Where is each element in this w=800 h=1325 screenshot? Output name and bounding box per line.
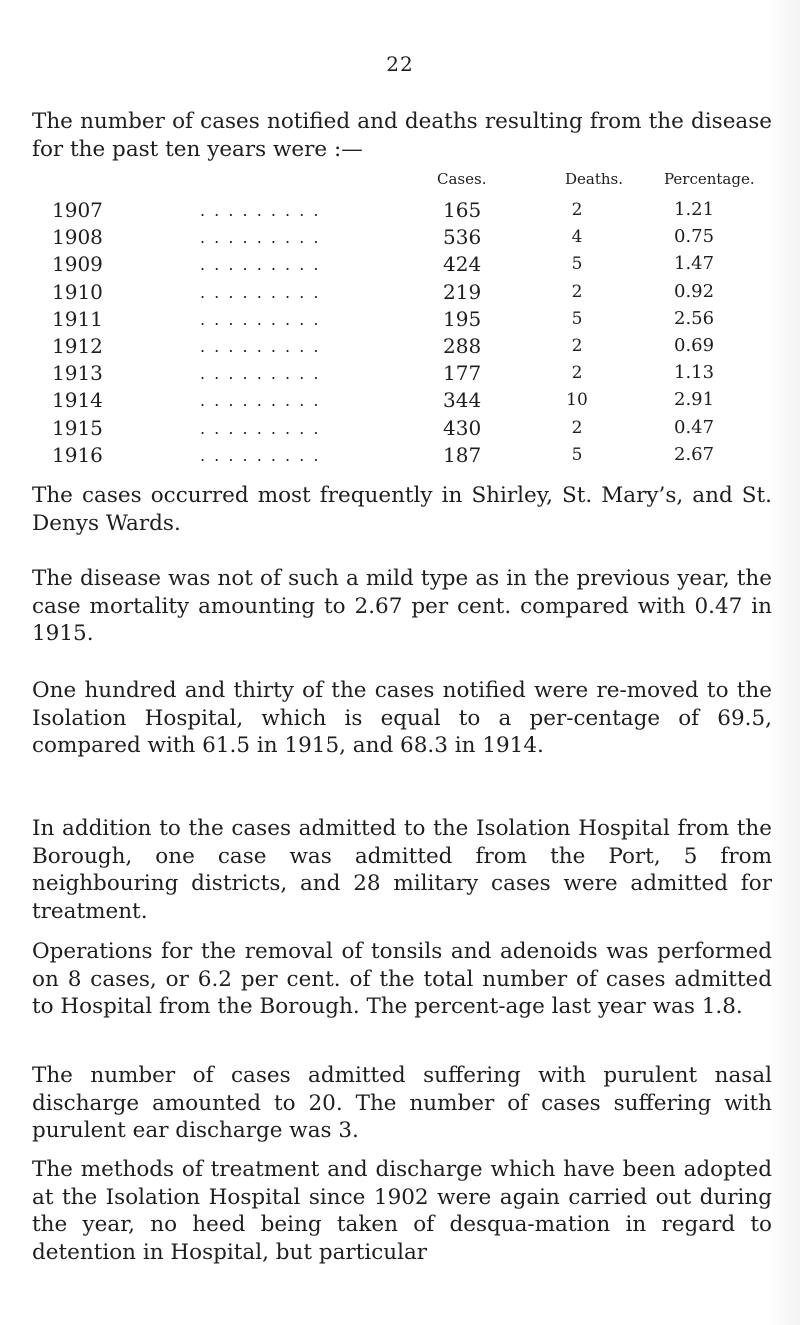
percentage-cell: 1.21 — [674, 199, 715, 220]
leader-dots: . . . . . . . . . — [200, 282, 321, 302]
paragraph-mortality: The disease was not of such a mild type as in the previous year, the case mortality amounting to 2.67 per cent. compared with 0.47 in 1915. — [32, 566, 772, 646]
cases-cell: 288 — [443, 333, 482, 358]
header-percentage: Percentage. — [664, 170, 755, 188]
deaths-cell: 5 — [571, 254, 583, 275]
year-cell: 1907 — [52, 198, 103, 222]
cases-cell: 219 — [443, 279, 482, 304]
table-row — [0, 334, 800, 361]
percentage-cell: 2.67 — [674, 443, 715, 465]
percentage-cell: 0.92 — [674, 280, 715, 302]
deaths-cell: 2 — [571, 281, 583, 302]
table-row — [0, 225, 800, 252]
year-cell: 1913 — [52, 361, 103, 386]
deaths-cell: 5 — [571, 444, 583, 465]
cases-cell: 430 — [443, 415, 482, 440]
percentage-cell: 1.47 — [674, 253, 715, 275]
leader-dots: . . . . . . . . . — [200, 255, 321, 275]
leader-dots: . . . . . . . . . — [200, 228, 321, 248]
percentage-cell: 0.47 — [674, 416, 715, 438]
year-cell: 1912 — [52, 333, 103, 358]
cases-cell: 195 — [443, 306, 482, 331]
year-cell: 1911 — [52, 306, 103, 331]
table-row — [0, 198, 800, 225]
cases-cell: 187 — [443, 442, 482, 467]
deaths-cell: 2 — [571, 200, 583, 220]
deaths-cell: 2 — [571, 335, 583, 356]
table-row — [0, 280, 800, 307]
percentage-cell: 2.91 — [674, 389, 715, 411]
deaths-cell: 4 — [571, 227, 583, 248]
header-deaths: Deaths. — [565, 170, 624, 188]
header-cases: Cases. — [437, 170, 487, 188]
paragraph-admissions: In addition to the cases admitted to the Isolation Hospital from the Borough, one case was admitted from the Port, 5 from neighbouring districts, and 28 military cases were admitted for treatment. — [32, 816, 772, 924]
year-cell: 1910 — [52, 279, 103, 304]
cases-cell: 177 — [443, 361, 482, 386]
cases-table — [0, 198, 800, 470]
year-cell: 1909 — [52, 252, 103, 277]
year-cell: 1914 — [52, 388, 103, 413]
table-row — [0, 252, 800, 279]
paragraph-methods: The methods of treatment and discharge which have been adopted at the Isolation Hospital since 1902 were again carried out during the year, no heed being taken of desqua-mation in regard to detention in Hospital, but particular — [32, 1157, 772, 1265]
paragraph-removals: One hundred and thirty of the cases notified were re-moved to the Isolation Hospital, which is equal to a per-centage of 69.5, compared with 61.5 in 1915, and 68.3 in 1914. — [32, 678, 772, 758]
leader-dots: . . . . . . . . . — [200, 418, 321, 438]
paragraph-wards: The cases occurred most frequently in Shirley, St. Mary’s, and St. Denys Wards. — [32, 483, 772, 536]
leader-dots: . . . . . . . . . — [200, 309, 321, 329]
leader-dots: . . . . . . . . . — [200, 391, 321, 411]
percentage-cell: 1.13 — [674, 362, 715, 384]
table-row — [0, 443, 800, 470]
year-cell: 1908 — [52, 225, 103, 250]
percentage-cell: 0.69 — [674, 334, 715, 356]
cases-cell: 165 — [443, 198, 482, 222]
cases-cell: 424 — [443, 252, 482, 277]
intro-paragraph: The number of cases notified and deaths resulting from the disease for the past ten years were :— — [32, 109, 772, 162]
deaths-cell: 10 — [566, 390, 588, 411]
deaths-cell: 2 — [571, 417, 583, 438]
deaths-cell: 2 — [571, 363, 583, 384]
table-row — [0, 388, 800, 415]
cases-cell: 536 — [443, 225, 482, 250]
year-cell: 1915 — [52, 415, 103, 440]
year-cell: 1916 — [52, 442, 103, 467]
table-row — [0, 307, 800, 334]
leader-dots: . . . . . . . . . — [200, 445, 321, 465]
percentage-cell: 2.56 — [674, 307, 715, 329]
table-row — [0, 416, 800, 443]
paragraph-operations: Operations for the removal of tonsils and adenoids was performed on 8 cases, or 6.2 per cent. of the total number of cases admitted to Hospital from the Borough. The percent-age last year was 1.8. — [32, 939, 772, 1019]
page-number: 22 — [386, 52, 414, 76]
percentage-cell: 0.75 — [674, 226, 715, 248]
table-row — [0, 361, 800, 388]
paragraph-discharge: The number of cases admitted suffering with purulent nasal discharge amounted to 20. The number of cases suffering with purulent ear discharge was 3. — [32, 1063, 772, 1143]
deaths-cell: 5 — [571, 308, 583, 329]
leader-dots: . . . . . . . . . — [200, 201, 321, 220]
leader-dots: . . . . . . . . . — [200, 336, 321, 356]
leader-dots: . . . . . . . . . — [200, 364, 321, 384]
table-header — [0, 170, 800, 194]
cases-cell: 344 — [443, 388, 482, 413]
